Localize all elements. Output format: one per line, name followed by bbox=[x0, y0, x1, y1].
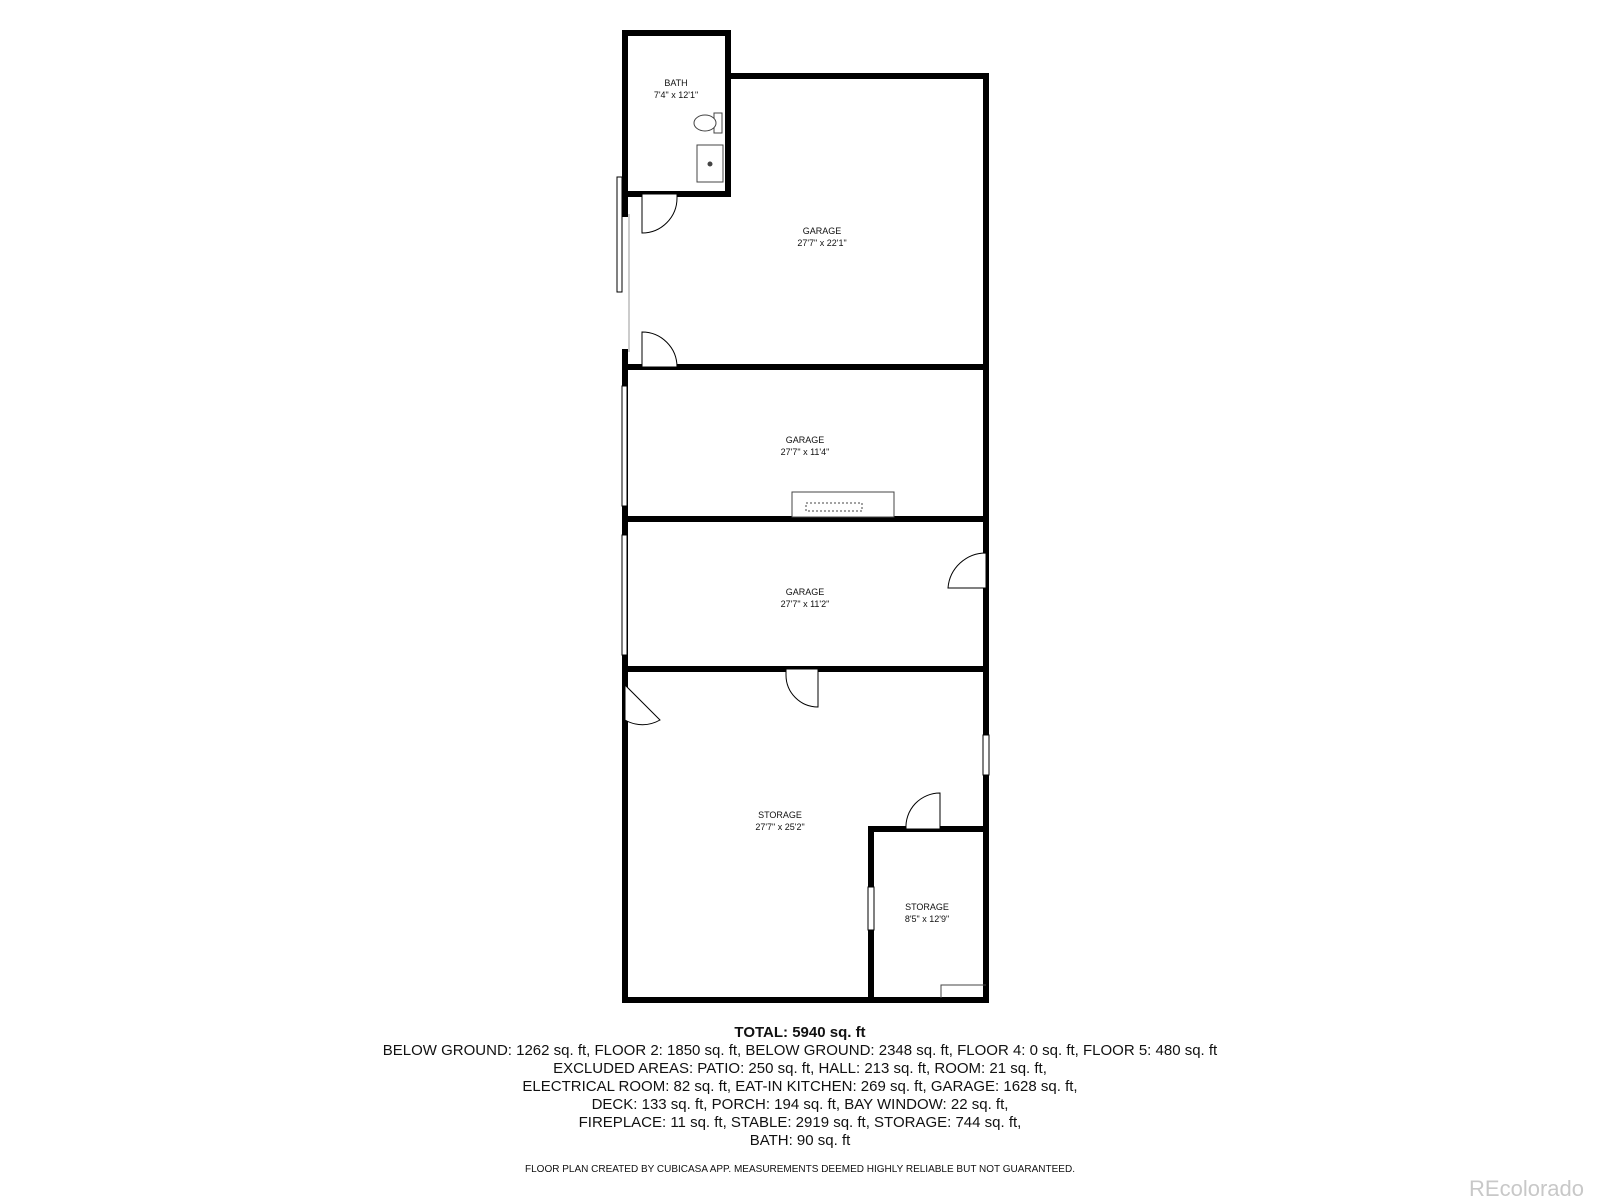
window-right-1 bbox=[983, 735, 989, 775]
room-name-storage-1: STORAGE bbox=[758, 810, 802, 820]
door-garage1-lower bbox=[642, 332, 677, 367]
summary-line-4: DECK: 133 sq. ft, PORCH: 194 sq. ft, BAY WINDOW: 22 sq. ft, bbox=[591, 1096, 1009, 1113]
window-left-1 bbox=[617, 177, 622, 292]
room-dims-bath: 7'4" x 12'1" bbox=[653, 90, 699, 100]
summary-line-6: BATH: 90 sq. ft bbox=[749, 1132, 851, 1149]
summary-line-1: BELOW GROUND: 1262 sq. ft, FLOOR 2: 1850 sq. ft, BELOW GROUND: 2348 sq. ft, FLOOR 4: 0 sq. ft, FLOOR 5: 480 sq. ft bbox=[382, 1042, 1218, 1059]
door-small-storage bbox=[906, 793, 940, 829]
room-name-storage-2: STORAGE bbox=[905, 902, 949, 912]
door-storage-top bbox=[786, 669, 818, 707]
door-bath bbox=[642, 194, 677, 233]
storage-fixture bbox=[941, 985, 986, 998]
total-area: TOTAL: 5940 sq. ft bbox=[734, 1024, 866, 1041]
window-small-storage bbox=[868, 887, 874, 930]
bath-fixtures bbox=[694, 113, 723, 182]
area-summary bbox=[0, 1024, 1600, 1150]
disclaimer: FLOOR PLAN CREATED BY CUBICASA APP. MEASUREMENTS DEEMED HIGHLY RELIABLE BUT NOT GUARANTEED. bbox=[525, 1164, 1075, 1175]
watermark: REcolorado bbox=[1469, 1176, 1584, 1201]
room-name-bath: BATH bbox=[664, 78, 688, 88]
window-left-3 bbox=[622, 535, 627, 655]
door-storage-left bbox=[625, 685, 660, 725]
sink-drain-icon bbox=[708, 162, 712, 166]
garage-outer-walls bbox=[625, 76, 986, 1000]
room-dims-storage-1: 27'7" x 25'2" bbox=[755, 822, 805, 832]
window-left-2 bbox=[622, 386, 627, 506]
room-dims-garage-2: 27'7" x 11'4" bbox=[780, 447, 830, 457]
room-name-garage-1: GARAGE bbox=[802, 226, 842, 236]
toilet-bowl-icon bbox=[694, 115, 716, 131]
summary-line-3: ELECTRICAL ROOM: 82 sq. ft, EAT-IN KITCHEN: 269 sq. ft, GARAGE: 1628 sq. ft, bbox=[522, 1078, 1078, 1095]
room-name-garage-3: GARAGE bbox=[785, 587, 825, 597]
room-name-garage-2: GARAGE bbox=[785, 435, 825, 445]
summary-line-5: FIREPLACE: 11 sq. ft, STABLE: 2919 sq. ft, STORAGE: 744 sq. ft, bbox=[578, 1114, 1022, 1131]
summary-line-2: EXCLUDED AREAS: PATIO: 250 sq. ft, HALL: 213 sq. ft, ROOM: 21 sq. ft, bbox=[553, 1060, 1047, 1077]
counter-inner-icon bbox=[806, 503, 862, 511]
room-dims-garage-1: 27'7" x 22'1" bbox=[797, 238, 847, 248]
room-dims-storage-2: 8'5" x 12'9" bbox=[904, 914, 950, 924]
door-garage3-right bbox=[948, 553, 986, 588]
garage-fixture bbox=[792, 492, 894, 517]
room-dims-garage-3: 27'7" x 11'2" bbox=[780, 599, 830, 609]
